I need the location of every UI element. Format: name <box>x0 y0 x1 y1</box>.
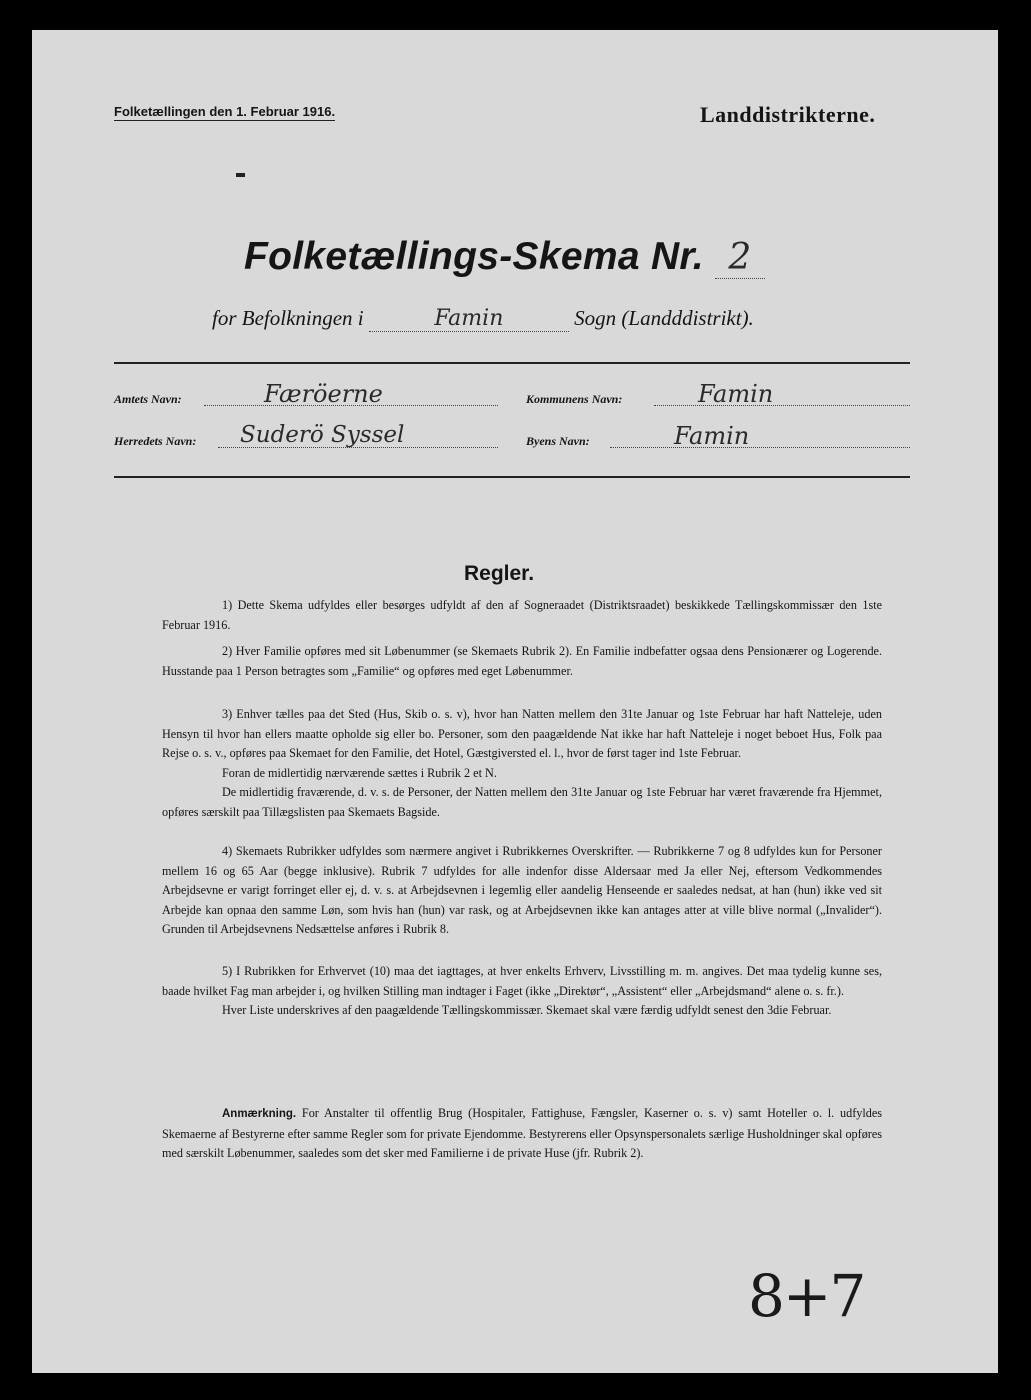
amt-label: Amtets Navn: <box>114 392 182 406</box>
by-value-handwritten: Famin <box>674 422 750 450</box>
rule-3-absent: De midlertidig fraværende, d. v. s. de Personer, der Natten mellem den 31te Januar og 1ste Februar har været fraværende fra Hjemmet, opføres særskilt paa Tillægslisten paa Skemaets Bagside. <box>162 785 882 819</box>
fields-divider <box>114 476 910 478</box>
rule-5-signature: Hver Liste underskrives af den paagældende Tællingskommissær. Skemaet skal være færdig udfyldt senest den 3die Februar. <box>222 1003 832 1018</box>
note-text: For Anstalter til offentlig Brug (Hospitaler, Fattighuse, Fængsler, Kaserner o. s. v) samt Hoteller o. l. udfyldes Skemaerne af Bestyrerne efter samme Regler som for private Ejendomme. Bestyrerens eller Opsynspersonalets særlige Husholdninger skal opføres med særskilt Løbenummer, saaledes som det sker med Familierne i de private Huse (jfr. Rubrik 2). <box>162 1106 882 1161</box>
form-number-handwritten: 2 <box>715 237 765 279</box>
herred-value-handwritten: Suderö Syssel <box>240 422 405 448</box>
dash-mark <box>236 173 245 177</box>
rule-1: 1) Dette Skema udfyldes eller besørges udfyldt af den af Sogneraadet (Distriktsraadet) beskikkede Tællingskommissær den 1ste Februar 1916. <box>162 598 882 632</box>
handwritten-count: 8+7 <box>748 1262 865 1330</box>
census-form-page <box>32 30 998 1373</box>
amt-value-handwritten: Færöerne <box>264 380 383 408</box>
form-title <box>244 235 765 279</box>
rule-5: 5) I Rubrikken for Erhvervet (10) maa det iagttages, at hver enkelts Erhverv, Livsstilling m. m. angives. Det maa tydelig kunne ses, baade hvilket Fag man arbejder i, og hvilken Stilling man indtager i Faget (ikke „Direktør“, „Assistent“ eller „Arbejdsmand“ alene o. s. fr.). Hver Liste underskrives af den paagældende Tællingskommissær. Skemaet skal være færdig udfyldt senest den 3die Februar. <box>162 962 882 1021</box>
by-label: Byens Navn: <box>526 434 590 448</box>
rule-2: 2) Hver Familie opføres med sit Løbenummer (se Skemaets Rubrik 2). En Familie indbefatter ogsaa dens Pensionærer og Logerende. Husstande paa 1 Person betragtes som „Familie“ og opføres med eget Løbenummer. <box>162 644 882 678</box>
form-title-prefix: Folketællings-Skema Nr. <box>244 235 704 278</box>
kommune-value-handwritten: Famin <box>698 380 774 408</box>
herred-label: Herredets Navn: <box>114 434 197 448</box>
subtitle-after: Sogn (Landddistrikt). <box>574 306 754 330</box>
by-dotted-line <box>610 447 910 448</box>
district-type-header: Landdistrikterne. <box>700 102 876 127</box>
rule-3: 3) Enhver tælles paa det Sted (Hus, Skib o. s. v), hvor han Natten mellem den 31te Januar og 1ste Februar har haft Natteleje, uden Hensyn til hvor han ellers maatte opholde sig eller bo. Personer, som den paagældende Nat ikke har haft Natteleje i noget beboet Hus, Folk paa Rejse o. s. v., opføres paa Skemaet for den Familie, det Hotel, Gæstgiversted el. l., hvor de først tager ind 1ste Februar. Foran de midlertidig nærværende sættes i Rubrik 2 et N. De midlertidig fraværende, d. v. s. de Personer, der Natten mellem den 31te Januar og 1ste Februar har været fraværende fra Hjemmet, opføres særskilt paa Tillægslisten paa Skemaets Bagside. <box>162 705 882 823</box>
kommune-dotted-line <box>654 405 910 406</box>
census-date-header: Folketællingen den 1. Februar 1916. <box>114 104 336 119</box>
kommune-label: Kommunens Navn: <box>526 392 623 406</box>
top-divider <box>114 362 910 364</box>
note-label: Anmærkning. <box>222 1108 297 1120</box>
subtitle-before: for Befolkningen i <box>212 306 364 330</box>
parish-handwritten: Famin <box>369 306 569 332</box>
rule-4: 4) Skemaets Rubrikker udfyldes som nærmere angivet i Rubrikkernes Overskrifter. — Rubrikkerne 7 og 8 udfyldes kun for Personer mellem 16 og 65 Aar (begge inklusive). Rubrik 7 udfyldes for alle indenfor disse Aldersaar med Ja eller Nej, eftersom Vedkommendes Arbejdsevne er varigt forringet eller ej, d. v. s. at Arbejdsevnen i legemlig eller aandelig Henseende er saaledes nedsat, at han (hun) ikke ved sit Arbejde kan opnaa den samme Løn, som hvis han (hun) var rask, og at Arbejdsevnen ikke kan antages atter at ville blive normal („Invalider“). Grunden til Arbejdsevnens Nedsættelse anføres i Rubrik 8. <box>162 844 882 937</box>
rule-3-present: Foran de midlertidig nærværende sættes i Rubrik 2 et N. <box>222 765 497 780</box>
form-subtitle <box>212 306 754 332</box>
note-paragraph <box>162 1104 882 1164</box>
rules-heading: Regler. <box>464 562 535 585</box>
